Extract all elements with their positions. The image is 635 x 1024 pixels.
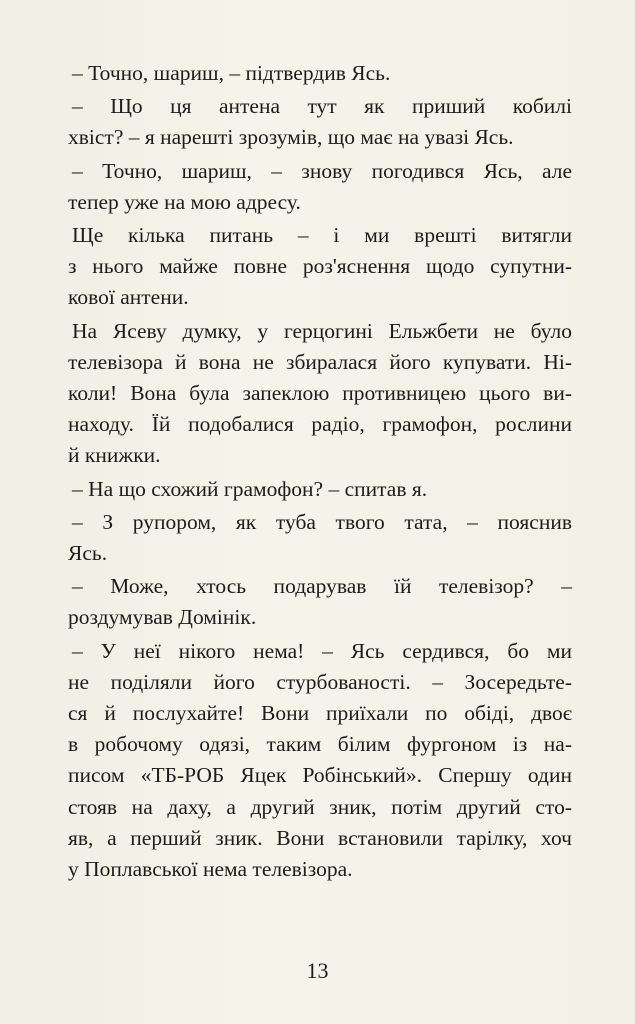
text-line: – Точно, шариш, – підтвердив Ясь. — [72, 61, 391, 85]
paragraph — [68, 507, 572, 569]
text-line: – З рупором, як туба твого тата, – пояснив — [72, 509, 572, 534]
text-line: На Ясеву думку, у герцогині Ельжбети не було — [72, 318, 572, 343]
paragraph — [68, 58, 572, 89]
paragraph — [68, 220, 572, 314]
text-line: ся й послухайте! Вони приїхали по обіді, двоє — [68, 701, 572, 726]
paragraph — [68, 571, 572, 633]
paragraph — [68, 316, 572, 472]
paragraph — [68, 474, 572, 505]
paragraph — [68, 636, 572, 886]
text-line: – На що схожий грамофон? – спитав я. — [72, 476, 428, 501]
text-line: у Поплавської нема телевізора. — [68, 857, 353, 882]
text-line: писом «ТБ-РОБ Яцек Робінський». Спершу один — [68, 763, 572, 788]
text-line: кової антени. — [68, 285, 189, 310]
text-line: телевізора й вона не збиралася його купувати. Ні- — [68, 349, 572, 374]
text-line: коли! Вона була запеклою противницею цього ви- — [68, 381, 572, 406]
text-line: тепер уже на мою адресу. — [68, 189, 301, 214]
text-line: й книжки. — [68, 443, 161, 468]
paragraph — [68, 91, 572, 153]
text-line: Ясь. — [68, 541, 108, 566]
text-line: Ще кілька питань – і ми врешті витягли — [72, 223, 572, 248]
text-line: находу. Їй подобалися радіо, грамофон, рослини — [68, 412, 572, 437]
text-line: – Точно, шариш, – знову погодився Ясь, але — [72, 158, 572, 183]
text-line: з нього майже повне роз'яснення щодо супутни- — [68, 254, 572, 279]
paragraph — [68, 156, 572, 218]
text-line: в робочому одязі, таким білим фургоном із на- — [68, 732, 572, 757]
text-line: – Може, хтось подарував їй телевізор? – — [72, 574, 572, 599]
body-text — [68, 58, 572, 887]
page-number: 13 — [306, 958, 329, 983]
text-line: яв, а перший зник. Вони встановили тарілку, хоч — [68, 825, 572, 850]
text-line: не поділяли його стурбованості. – Зосередьте- — [68, 669, 572, 694]
text-line: – У неї нікого нема! – Ясь сердився, бо ми — [72, 638, 572, 663]
text-line: хвіст? – я нарешті зрозумів, що має на увазі Ясь. — [68, 125, 514, 150]
text-line: стояв на даху, а другий зник, потім другий сто- — [68, 794, 572, 819]
text-line: роздумував Домінік. — [68, 605, 257, 630]
text-line: – Що ця антена тут як приший кобилі — [72, 94, 572, 119]
